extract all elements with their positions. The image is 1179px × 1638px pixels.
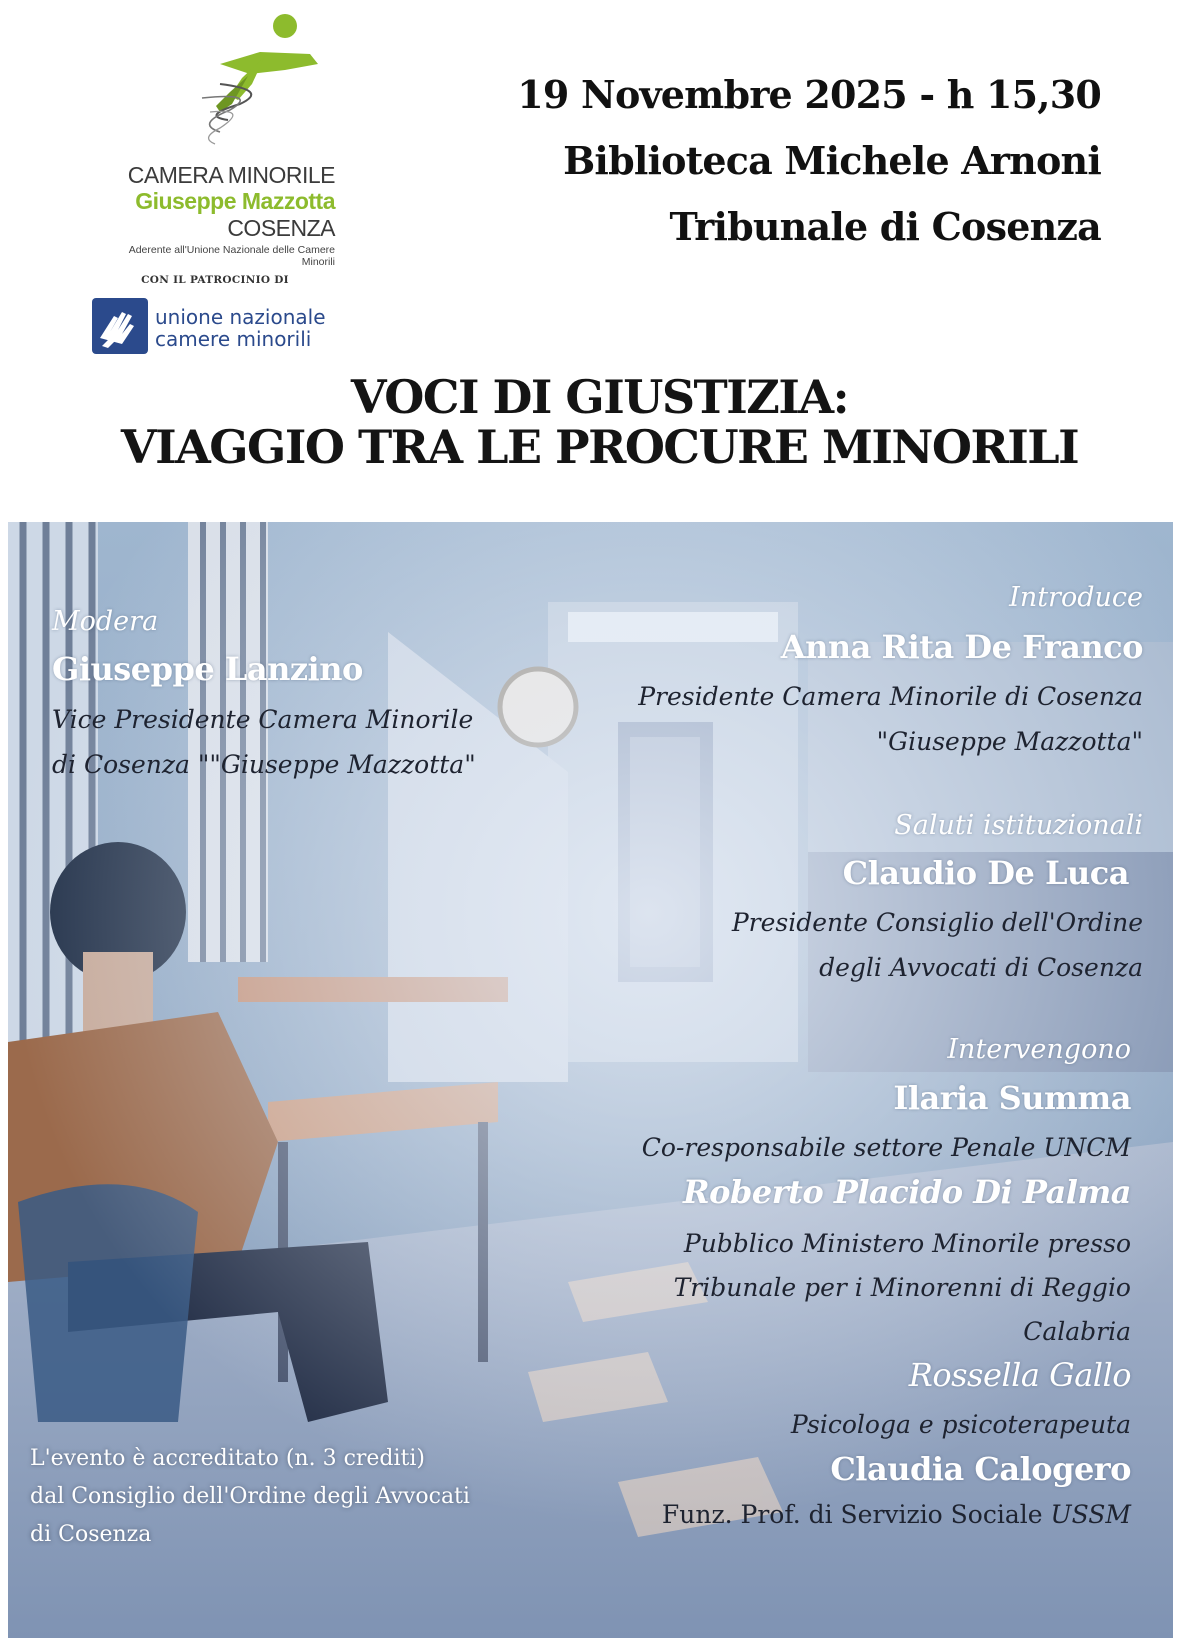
event-venue: Biblioteca Michele Arnoni xyxy=(563,138,1101,183)
speaker-desc: Co-responsabile settore Penale UNCM xyxy=(641,1133,1131,1162)
accreditation-line1: L'evento è accreditato (n. 3 crediti) xyxy=(30,1446,426,1471)
speaker-name: Rossella Gallo xyxy=(908,1356,1131,1394)
organizer-logo xyxy=(95,12,355,362)
illustration-background xyxy=(8,522,1173,1638)
accreditation-line2: dal Consiglio dell'Ordine degli Avvocati xyxy=(30,1484,470,1509)
speaker-desc: Psicologa e psicoterapeuta xyxy=(790,1410,1131,1439)
speaker-desc xyxy=(662,1500,1131,1529)
greetings-name: Claudio De Luca xyxy=(842,854,1129,892)
speaker-name: Ilaria Summa xyxy=(893,1079,1131,1117)
greetings-role: Saluti istituzionali xyxy=(894,810,1143,841)
accreditation-note xyxy=(30,1440,470,1554)
speakers-role: Intervengono xyxy=(947,1034,1131,1065)
moderator-role: Modera xyxy=(52,606,159,637)
organizer-membership: Aderente all'Unione Nazionale delle Camere Minorili xyxy=(128,244,335,268)
intro-name: Anna Rita De Franco xyxy=(780,628,1143,666)
uncm-hands-icon xyxy=(92,298,148,354)
organizer-name-line2: Giuseppe Mazzotta xyxy=(135,188,335,214)
event-date: 19 Novembre 2025 - h 15,30 xyxy=(517,72,1101,117)
event-info xyxy=(481,62,1101,260)
moderator-name: Giuseppe Lanzino xyxy=(52,650,363,688)
speaker-desc: Pubblico Ministero Minorile presso xyxy=(683,1229,1131,1258)
speaker-desc: Calabria xyxy=(1023,1317,1131,1346)
uncm-name xyxy=(155,306,326,350)
speaker-desc-suffix: USSM xyxy=(1050,1500,1131,1529)
uncm-name-line2: camere minorili xyxy=(155,327,312,351)
event-title xyxy=(0,372,1179,472)
running-figure-icon xyxy=(190,12,330,147)
moderator-desc-line2: di Cosenza ""Giuseppe Mazzotta" xyxy=(52,750,476,779)
organizer-name-line1: CAMERA MINORILE xyxy=(127,162,335,188)
uncm-name-line1: unione nazionale xyxy=(155,305,326,329)
speaker-name: Roberto Placido Di Palma xyxy=(683,1173,1131,1211)
accreditation-line3: di Cosenza xyxy=(30,1522,152,1547)
greetings-desc-line1: Presidente Consiglio dell'Ordine xyxy=(731,908,1143,937)
intro-role: Introduce xyxy=(1009,582,1143,613)
speaker-name: Claudia Calogero xyxy=(830,1450,1131,1488)
organizer-name-line3: COSENZA xyxy=(227,215,335,241)
patronage-label: CON IL PATROCINIO DI xyxy=(141,274,289,286)
speaker-desc: Tribunale per i Minorenni di Reggio xyxy=(673,1273,1131,1302)
speaker-desc-prefix: Funz. Prof. di Servizio Sociale xyxy=(661,1500,1051,1529)
event-title-line2: VIAGGIO TRA LE PROCURE MINORILI xyxy=(120,420,1079,474)
intro-desc-line2: "Giuseppe Mazzotta" xyxy=(876,727,1143,756)
intro-desc-line1: Presidente Camera Minorile di Cosenza xyxy=(638,682,1143,711)
event-title-line1: VOCI DI GIUSTIZIA: xyxy=(350,370,849,424)
moderator-desc-line1: Vice Presidente Camera Minorile xyxy=(52,705,474,734)
greetings-desc-line2: degli Avvocati di Cosenza xyxy=(819,953,1143,982)
event-place: Tribunale di Cosenza xyxy=(669,204,1101,249)
